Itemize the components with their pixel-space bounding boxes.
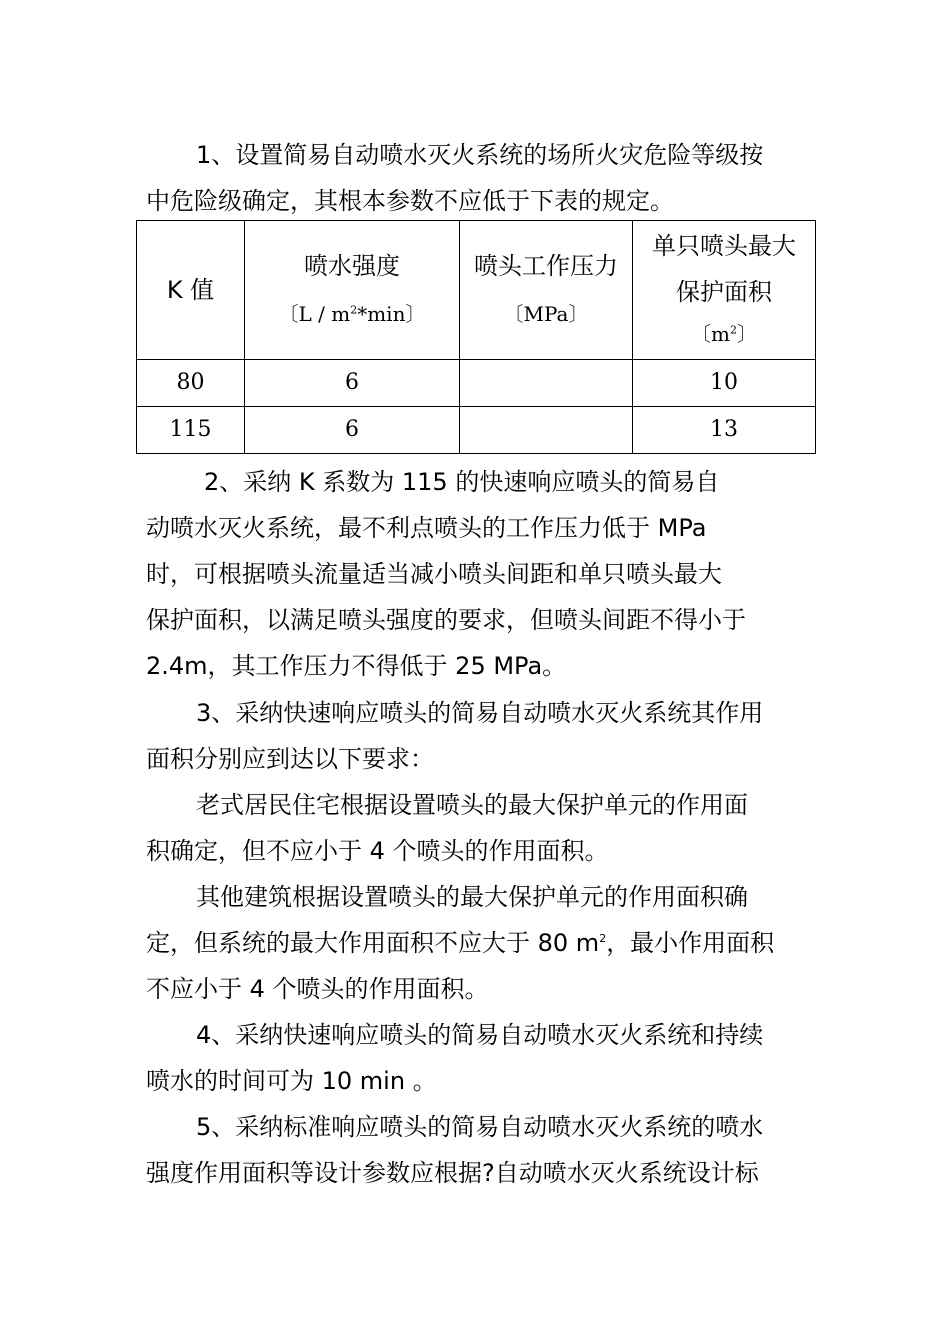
paragraph-5-line-1: 其他建筑根据设置喷头的最大保护单元的作用面积确 [196, 883, 748, 911]
paragraph-7-line-1: 5、采纳标准响应喷头的简易自动喷水灭火系统的喷水 [196, 1113, 764, 1141]
paragraph-6-line-2: 喷水的时间可为 10 min 。 [146, 1067, 437, 1095]
cell-intensity: 6 [245, 407, 460, 454]
header-area [633, 221, 816, 360]
paragraph-2-line-2: 动喷水灭火系统，最不利点喷头的工作压力低于 MPa [146, 514, 707, 542]
paragraph-2-line-4: 保护面积，以满足喷头强度的要求，但喷头间距不得小于 [146, 606, 746, 634]
paragraph-5-superscript: 2 [599, 932, 607, 945]
paragraph-1-line-2: 中危险级确定，其根本参数不应低于下表的规定。 [146, 187, 674, 215]
paragraph-5 [146, 874, 806, 1012]
paragraph-7 [146, 1104, 806, 1196]
paragraph-5-line-2-part-b: ，最小作用面积 [606, 929, 775, 957]
paragraph-4-line-2: 积确定，但不应小于 4 个喷头的作用面积。 [146, 837, 609, 865]
header-area-unit [633, 317, 815, 351]
paragraph-4-line-1: 老式居民住宅根据设置喷头的最大保护单元的作用面 [196, 791, 748, 819]
intensity-unit-part-a: 〔L / m [278, 302, 351, 326]
table-header-row [137, 221, 816, 360]
header-intensity-unit [245, 297, 459, 331]
paragraph-5-line-3: 不应小于 4 个喷头的作用面积。 [146, 975, 489, 1003]
header-intensity-label: 喷水强度 [304, 252, 400, 280]
cell-pressure [460, 360, 633, 407]
header-k [137, 221, 245, 360]
paragraph-2-line-5: 2.4m，其工作压力不得低于 25 MPa。 [146, 652, 567, 680]
paragraph-6 [146, 1012, 806, 1104]
area-unit-superscript: 2 [729, 323, 737, 337]
paragraph-3-line-1: 3、采纳快速响应喷头的简易自动喷水灭火系统其作用 [196, 699, 764, 727]
intensity-unit-superscript: 2 [350, 303, 358, 317]
cell-k: 115 [137, 407, 245, 454]
header-pressure-label: 喷头工作压力 [474, 252, 618, 280]
paragraph-5-line-2 [146, 920, 806, 966]
header-pressure [460, 221, 633, 360]
table-row [137, 407, 816, 454]
cell-k: 80 [137, 360, 245, 407]
paragraph-7-line-2: 强度作用面积等设计参数应根据?自动喷水灭火系统设计标 [146, 1159, 759, 1187]
paragraph-3 [146, 690, 806, 782]
paragraph-2 [146, 459, 806, 689]
paragraph-2-line-1: 2、采纳 K 系数为 115 的快速响应喷头的简易自 [204, 468, 720, 496]
table-row [137, 360, 816, 407]
paragraph-6-line-1: 4、采纳快速响应喷头的简易自动喷水灭火系统和持续 [196, 1021, 764, 1049]
area-unit-part-a: 〔m [691, 322, 730, 346]
intensity-unit-part-b: *min〕 [357, 302, 426, 326]
header-intensity [245, 221, 460, 360]
cell-pressure [460, 407, 633, 454]
header-area-label-1: 单只喷头最大 [652, 232, 796, 260]
header-k-label: K 值 [166, 276, 215, 304]
paragraph-4 [146, 782, 806, 874]
parameter-table [136, 220, 816, 454]
cell-intensity: 6 [245, 360, 460, 407]
paragraph-2-line-3: 时，可根据喷头流量适当减小喷头间距和单只喷头最大 [146, 560, 722, 588]
header-pressure-unit: 〔MPa〕 [503, 302, 589, 326]
header-area-label-2: 保护面积 [676, 278, 772, 306]
cell-area: 13 [633, 407, 816, 454]
area-unit-part-b: 〕 [736, 322, 757, 346]
paragraph-1-line-1: 1、设置简易自动喷水灭火系统的场所火灾危险等级按 [196, 141, 764, 169]
paragraph-3-line-2: 面积分别应到达以下要求： [146, 745, 434, 773]
paragraph-5-line-2-part-a: 定，但系统的最大作用面积不应大于 80 m [146, 929, 600, 957]
cell-area: 10 [633, 360, 816, 407]
paragraph-1 [146, 132, 806, 224]
